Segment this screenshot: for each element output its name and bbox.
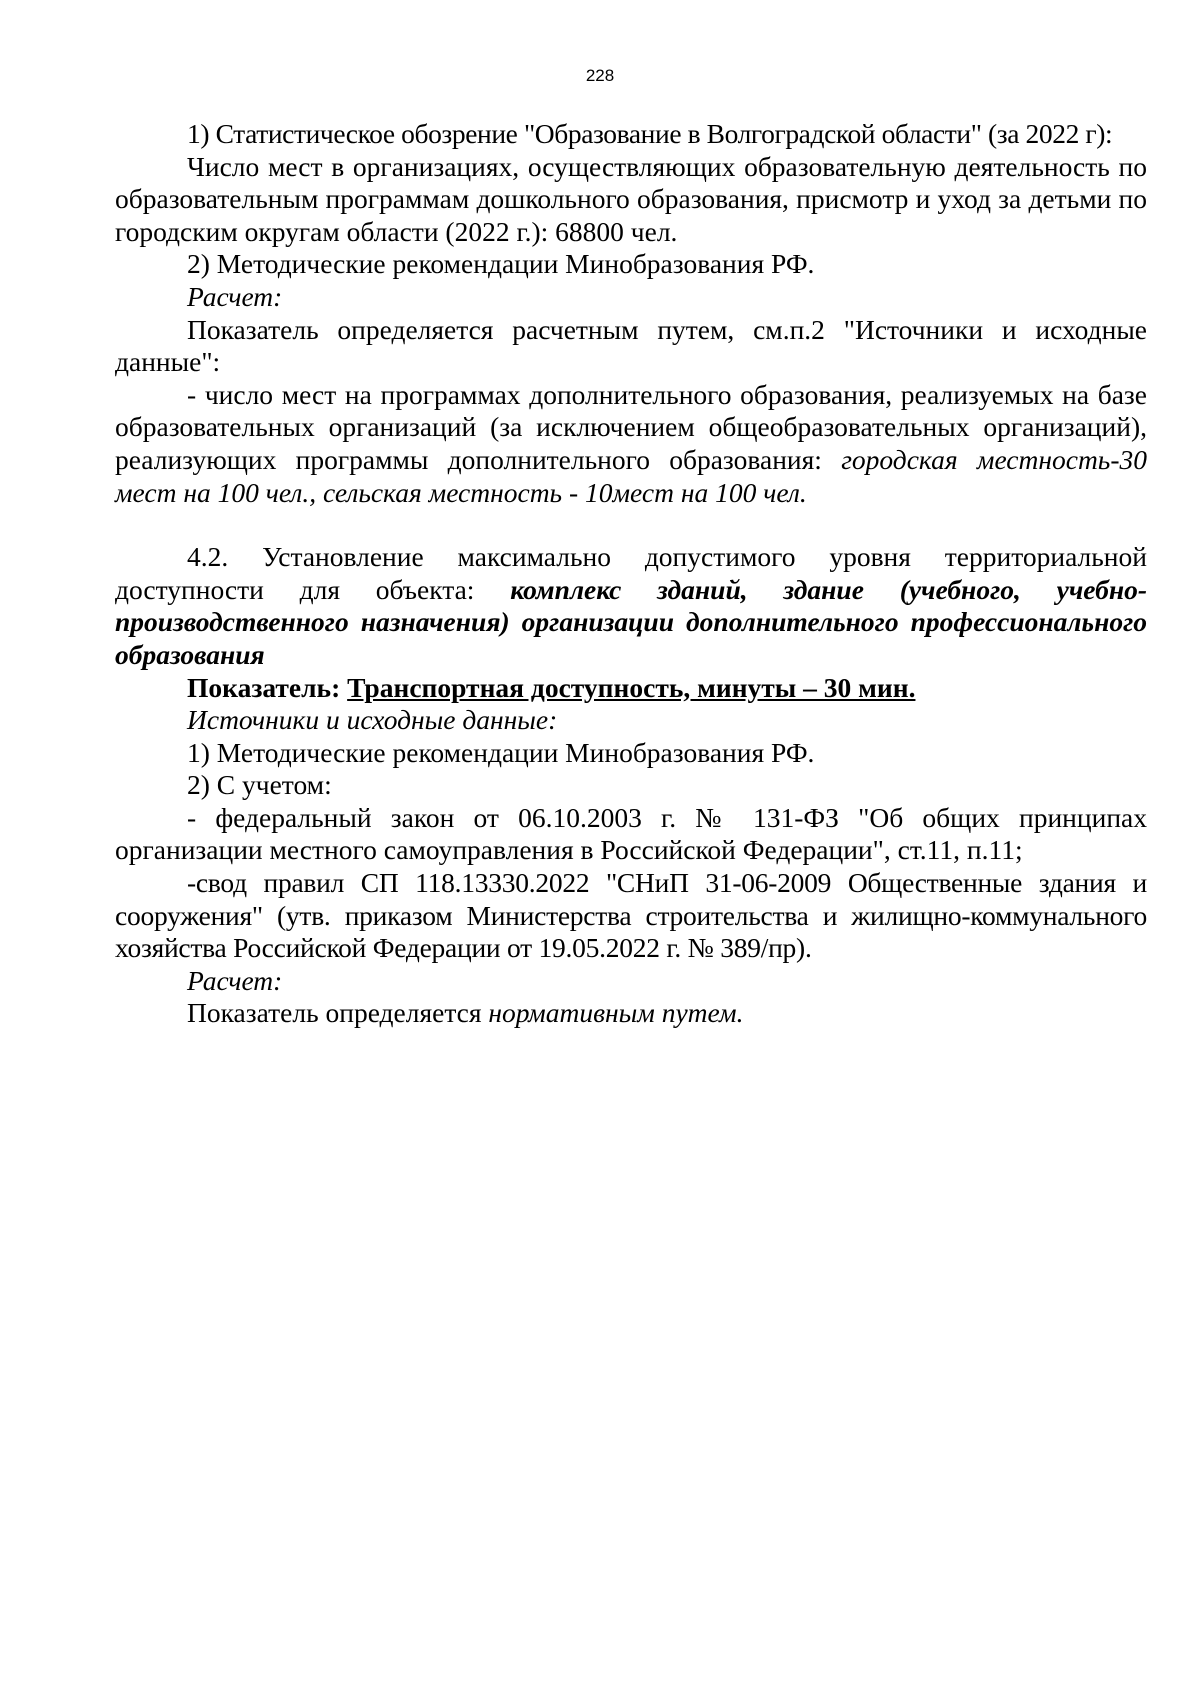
paragraph-source-2: 2) С учетом: bbox=[187, 769, 332, 801]
indicator-label: Показатель: bbox=[187, 671, 348, 703]
paragraph-source-statistical-review: 1) Статистическое обозрение "Образование в Волгоградской области" (за 2022 г): bbox=[187, 118, 1113, 149]
section-4-2-heading bbox=[115, 541, 1147, 671]
paragraph-preschool-places: Число мест в организациях, осуществляющих образовательную деятельность по образовательным программам дошкольного образования, присмотр и уход за детьми по городским округам области (2022 г.): 68800 чел. bbox=[115, 150, 1147, 247]
paragraph-additional-education-places bbox=[115, 379, 1147, 509]
section-4-2-object: комплекс зданий, здание (учебного, учебно-производственного назначения) организации дополнительного профессионального образования bbox=[115, 573, 1148, 670]
page-number: 228 bbox=[585, 66, 615, 85]
paragraph-methodical-recommendations: 2) Методические рекомендации Минобразования РФ. bbox=[187, 248, 815, 280]
paragraph-calculation-heading-2: Расчет: bbox=[187, 964, 283, 996]
section-4-2-title: 4.2. Установление максимально допустимого уровня территориальной доступности для объекта: bbox=[115, 541, 1147, 605]
paragraph-building-code: -свод правил СП 118.13330.2022 "СНиП 31-06-2009 Общественные здания и сооружения" (утв. приказом Министерства строительства и жилищно-коммунального хозяйства Российской Федерации от 19.05.2022 г. № 389/пр). bbox=[115, 867, 1147, 964]
normative-prefix: Показатель определяется bbox=[187, 997, 489, 1029]
normative-method: нормативным путем. bbox=[488, 997, 744, 1029]
paragraph-sources-heading: Источники и исходные данные: bbox=[187, 704, 558, 736]
paragraph-indicator bbox=[115, 672, 1147, 705]
paragraph-federal-law: - федеральный закон от 06.10.2003 г. № 131-ФЗ "Об общих принципах организации местного самоуправления в Российской Федерации", ст.11, п.11; bbox=[115, 801, 1147, 866]
places-norms: городская местность-30 мест на 100 чел., сельская местность - 10мест на 100 чел. bbox=[115, 443, 1147, 508]
paragraph-calculation-heading: Расчет: bbox=[187, 280, 283, 312]
places-description: - число мест на программах дополнительного образования, реализуемых на базе образовательных организаций (за исключением общеобразовательных организаций), реализующих программы дополнительного образования: bbox=[115, 378, 1147, 475]
paragraph-calculation-method: Показатель определяется расчетным путем, см.п.2 "Источники и исходные данные": bbox=[115, 313, 1147, 378]
document-body bbox=[115, 118, 1147, 1030]
paragraph-calculation-normative bbox=[115, 997, 1147, 1030]
indicator-value: Транспортная доступность, минуты – 30 мин. bbox=[347, 671, 916, 703]
paragraph-source-1: 1) Методические рекомендации Минобразования РФ. bbox=[187, 736, 815, 768]
